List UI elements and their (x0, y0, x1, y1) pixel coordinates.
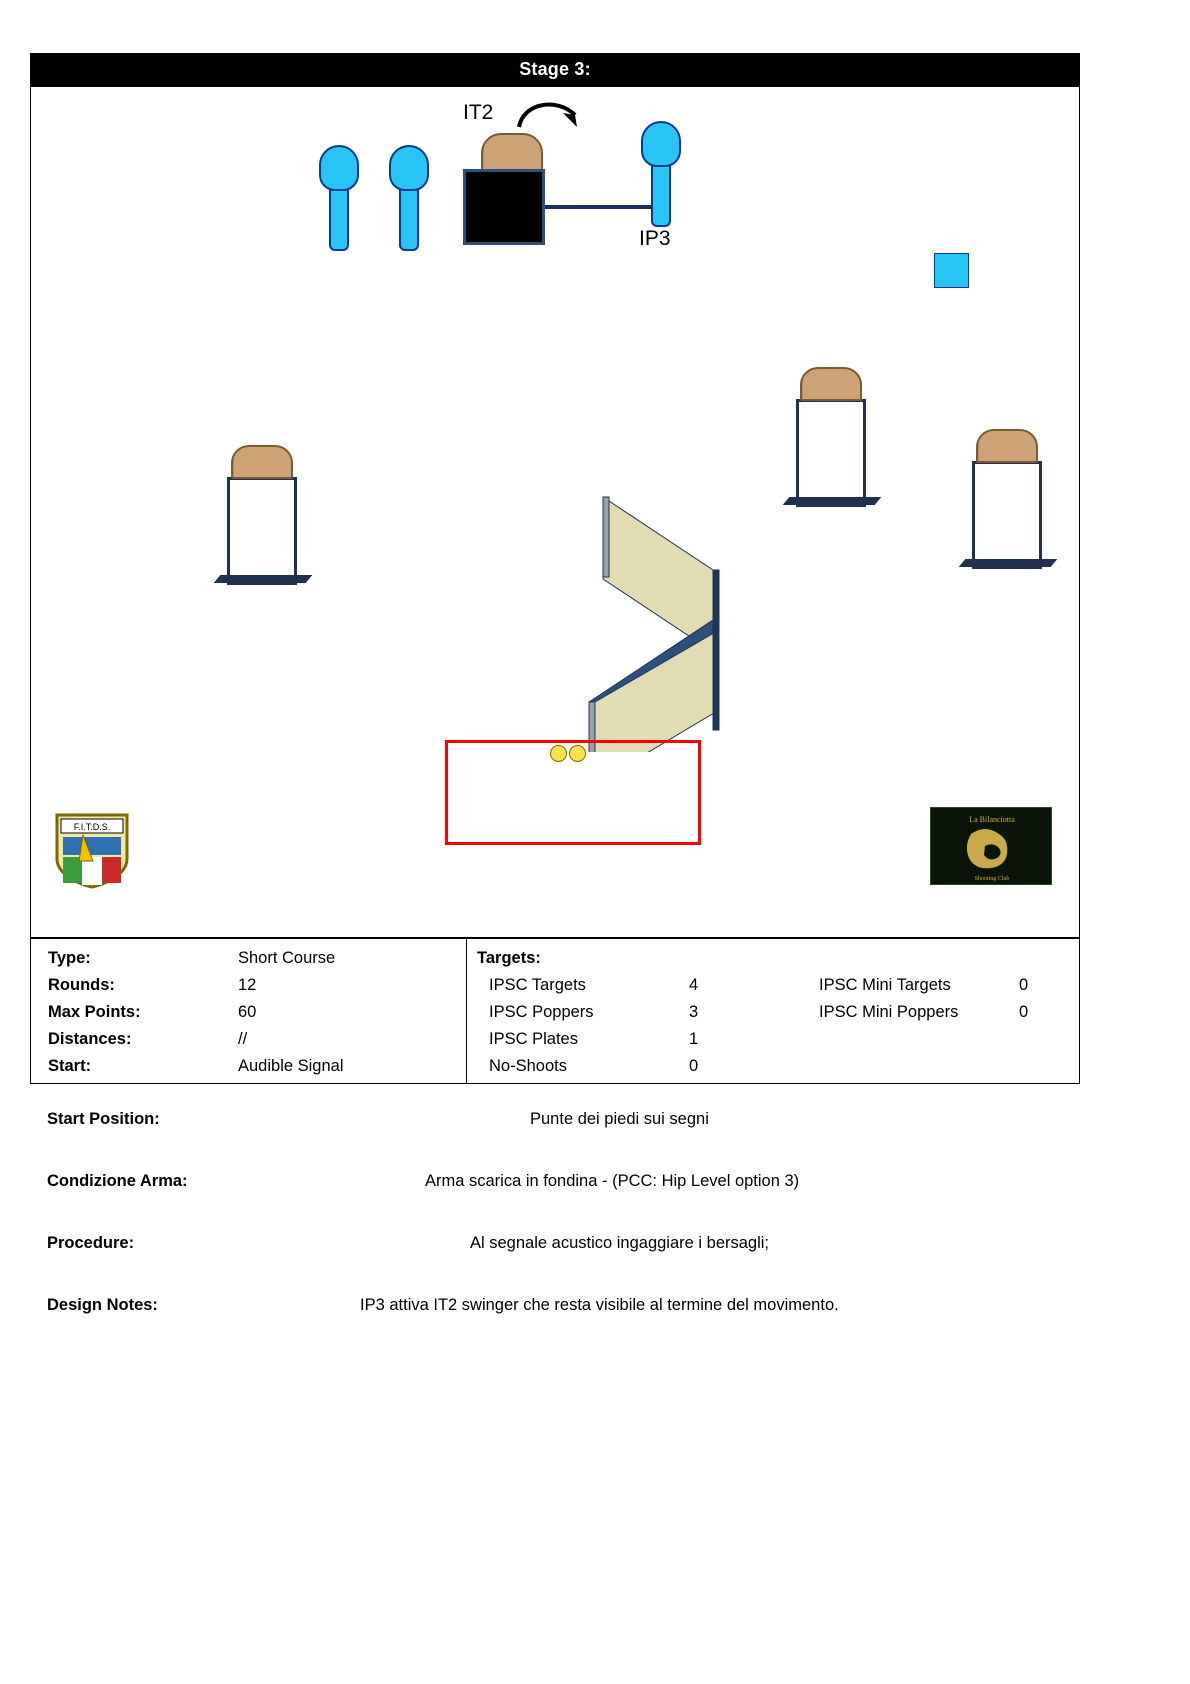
swing-arrow-icon (511, 93, 591, 141)
ipsc-target (972, 429, 1042, 579)
info-value-rounds: 12 (238, 976, 257, 994)
target-count: 3 (689, 1003, 699, 1021)
desc-row-start-position (30, 1098, 1090, 1160)
desc-value-gun-condition: Arma scarica in fondina - (PCC: Hip Level option 3) (425, 1172, 800, 1190)
ipsc-target (227, 445, 297, 595)
desc-row-procedure (30, 1222, 1090, 1284)
info-row-type (48, 949, 466, 976)
target-name: IPSC Plates (489, 1030, 578, 1048)
popper-stem (329, 181, 349, 251)
label-ip3: IP3 (639, 227, 671, 250)
desc-label-design-notes: Design Notes: (47, 1296, 158, 1314)
stage-info-left (31, 939, 467, 1083)
info-value-type: Short Course (238, 949, 336, 967)
stage-title-bar (30, 53, 1080, 86)
svg-text:F.I.T.D.S.: F.I.T.D.S. (73, 822, 111, 832)
swinger-mechanism-box (463, 169, 545, 245)
targets-row (477, 1003, 1079, 1030)
target-body (796, 399, 866, 507)
ipsc-popper-ip3 (641, 121, 681, 226)
desc-label-gun-condition: Condizione Arma: (47, 1172, 188, 1190)
target-head (976, 429, 1038, 463)
target-name-secondary: IPSC Mini Poppers (819, 1003, 959, 1021)
ipsc-popper (319, 145, 359, 250)
activator-link-line (543, 205, 653, 209)
desc-row-gun-condition (30, 1160, 1090, 1222)
desc-label-start-position: Start Position: (47, 1110, 160, 1128)
desc-row-design-notes (30, 1284, 1090, 1346)
svg-text:Shooting Club: Shooting Club (974, 876, 1010, 882)
target-count-secondary: 0 (1019, 1003, 1029, 1021)
info-row-max-points (48, 1003, 466, 1030)
target-name: IPSC Targets (489, 976, 586, 994)
target-body (227, 477, 297, 585)
target-head (231, 445, 293, 479)
info-value-max-points: 60 (238, 1003, 257, 1021)
fitds-logo (53, 813, 131, 889)
club-logo (930, 807, 1052, 885)
club-logo-artwork (931, 808, 1052, 885)
info-label-rounds: Rounds: (48, 976, 115, 994)
target-count: 4 (689, 976, 699, 994)
stage-diagram (30, 86, 1080, 938)
info-row-rounds (48, 976, 466, 1003)
target-count: 0 (689, 1057, 699, 1075)
desc-value-procedure: Al segnale acustico ingaggiare i bersagli; (470, 1234, 770, 1252)
popper-head (319, 145, 359, 191)
target-count: 1 (689, 1030, 699, 1048)
targets-row (477, 976, 1079, 1003)
info-row-start (48, 1057, 466, 1084)
info-label-start: Start: (48, 1057, 92, 1075)
info-value-start: Audible Signal (238, 1057, 344, 1075)
stage-description-block (30, 1098, 1090, 1346)
info-row-distances (48, 1030, 466, 1057)
targets-title: Targets: (477, 949, 541, 967)
popper-stem (399, 181, 419, 251)
desc-value-start-position: Punte dei piedi sui segni (530, 1110, 709, 1128)
target-body (972, 461, 1042, 569)
svg-text:La Bilanciotta: La Bilanciotta (969, 815, 1015, 824)
target-count-secondary: 0 (1019, 976, 1029, 994)
targets-row (477, 1057, 1079, 1084)
target-name: No-Shoots (489, 1057, 567, 1075)
desc-value-design-notes: IP3 attiva IT2 swinger che resta visibile al termine del movimento. (360, 1296, 839, 1314)
stage-targets-panel (467, 939, 1079, 1083)
target-head (800, 367, 862, 401)
foot-mark-right (569, 745, 586, 762)
stage-info-table (30, 938, 1080, 1084)
page-title: Stage 3: (519, 59, 591, 79)
label-it2: IT2 (463, 101, 494, 124)
foot-mark-left (550, 745, 567, 762)
info-label-type: Type: (48, 949, 91, 967)
targets-row (477, 1030, 1079, 1057)
info-label-max-points: Max Points: (48, 1003, 141, 1021)
ipsc-plate (934, 253, 969, 288)
target-name: IPSC Poppers (489, 1003, 594, 1021)
popper-stem (651, 157, 671, 227)
popper-head (641, 121, 681, 167)
ipsc-popper (389, 145, 429, 250)
ipsc-target (796, 367, 866, 517)
popper-head (389, 145, 429, 191)
desc-label-procedure: Procedure: (47, 1234, 135, 1252)
info-value-distances: // (238, 1030, 248, 1048)
vision-barrier-wall (561, 472, 781, 752)
target-name-secondary: IPSC Mini Targets (819, 976, 951, 994)
info-label-distances: Distances: (48, 1030, 132, 1048)
